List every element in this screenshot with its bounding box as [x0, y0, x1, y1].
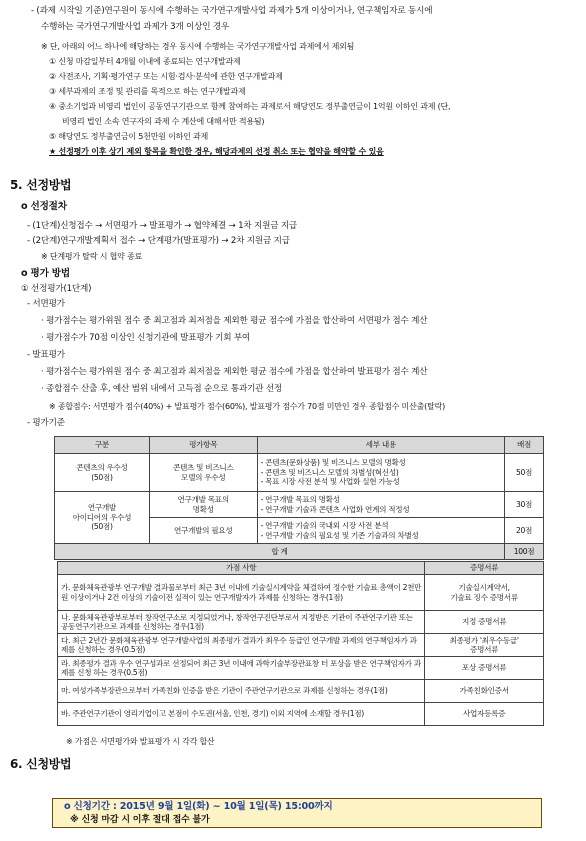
criteria-total-score: 100점	[505, 544, 544, 560]
criteria-table	[54, 436, 544, 560]
application-period-note: ※ 신청 마감 시 이후 절대 접수 불가	[70, 815, 210, 825]
criteria-header: 배점	[505, 437, 544, 454]
bonus-item: 바. 주관연구기관이 영리기업이고 본점이 수도권(서울, 인천, 경기) 이외 지역에 소재할 경우(1점)	[58, 703, 425, 726]
criteria-category: 콘텐츠의 우수성 (50점)	[55, 454, 150, 492]
presentation-eval-note: ※ 종합점수: 서면평가 점수(40%) + 발표평가 점수(60%), 발표평가 점수가 70점 미만인 경우 종합점수 미산출(탈락)	[49, 402, 446, 411]
section-6-title: 6. 신청방법	[10, 757, 72, 771]
procedure-step: - (2단계)연구개발계획서 접수 → 단계평가(발표평가) → 2차 지원금 지급	[27, 236, 290, 246]
presentation-eval-item: · 평가점수는 평가위원 점수 중 최고점과 최저점을 제외한 평균 점수에 가점을 합산하여 발표평가 점수 계산	[41, 367, 428, 377]
table-row	[58, 575, 544, 611]
table-row	[58, 680, 544, 703]
exclusion-item: ② 사전조사, 기획·평가연구 또는 시험·검사·분석에 관한 연구개발과제	[49, 72, 283, 81]
exclusion-item: ④ 중소기업과 비영리 법인이 공동연구기관으로 함께 참여하는 과제로서 해당연도 정부출연금이 1억원 이하인 과제 (단,	[49, 102, 451, 111]
criteria-header: 평가항목	[149, 437, 257, 454]
criteria-item: 콘텐츠 및 비즈니스 모델의 우수성	[149, 454, 257, 492]
eval-title: o 평가 방법	[21, 268, 70, 279]
bonus-item: 가. 문화체육관광부 연구개발 결과물로부터 최근 3년 이내에 기술실시계약을 체결하여 정수한 기술료 총액이 2천만원 이상이거나 2건 이상의 기술이전 실적이 있는 연구개발자가 과제를 신청하는 경우(1점)	[58, 575, 425, 611]
table-row	[55, 492, 544, 518]
criteria-item: 연구개발 목표의 명확성	[149, 492, 257, 518]
bonus-note: ※ 가점은 서면평가와 발표평가 시 각각 합산	[66, 737, 215, 746]
criteria-title: - 평가기준	[27, 418, 65, 428]
table-row	[58, 611, 544, 634]
application-period: o 신청기간 : 2015년 9월 1일(화) ~ 10월 1일(목) 15:00까지	[64, 801, 333, 812]
bonus-doc: 사업자등록증	[425, 703, 544, 726]
section-5-title: 5. 선정방법	[10, 178, 72, 192]
criteria-score: 20점	[505, 518, 544, 544]
table-total-row	[55, 544, 544, 560]
table-row	[55, 454, 544, 492]
criteria-details: - 콘텐츠(문화상품) 및 비즈니스 모델의 명확성 - 콘텐츠 및 비즈니스 모델의 차별성(혁신성) - 목표 시장 사전 분석 및 사업화 실현 가능성	[257, 454, 504, 492]
exclusion-item: ③ 세부과제의 조정 및 관리를 목적으로 하는 연구개발과제	[49, 87, 246, 96]
criteria-details: - 연구개발 기술의 국내외 시장 사전 분석 - 연구개발 기술의 필요성 및 기존 기술과의 차별성	[257, 518, 504, 544]
eval-stage: ① 선정평가(1단계)	[21, 284, 92, 294]
eligibility-line-2: 수행하는 국가연구개발사업 과제가 3개 이상인 경우	[41, 22, 230, 32]
written-eval-title: - 서면평가	[27, 299, 65, 309]
presentation-eval-item: · 종합점수 산출 후, 예산 범위 내에서 고득점 순으로 통과기관 선정	[41, 384, 283, 394]
bonus-doc: 가족친화인증서	[425, 680, 544, 703]
bonus-table	[57, 561, 544, 726]
eligibility-line-1: - (과제 시작일 기준)연구원이 동시에 수행하는 국가연구개발사업 과제가 5개 이상이거나, 연구책임자로 동시에	[31, 6, 433, 16]
criteria-total-label: 합 계	[55, 544, 505, 560]
eligibility-note: ※ 단, 아래의 어느 하나에 해당하는 경우 동시에 수행하는 국가연구개발사업 과제에서 제외됨	[41, 42, 355, 51]
bonus-doc: 지정 증명서류	[425, 611, 544, 634]
written-eval-item: · 평가점수는 평가위원 점수 중 최고점과 최저점을 제외한 평균 점수에 가점을 합산하여 서면평가 점수 계산	[41, 316, 428, 326]
procedure-note: ※ 단계평가 탈락 시 협약 종료	[41, 252, 143, 261]
table-row	[58, 634, 544, 657]
bonus-item: 라. 최종평가 결과 우수 연구성과로 선정되어 최근 3년 이내에 과학기술부장관표창 터 포상을 받은 연구책임자가 과제를 신청 하는 경우(0.5점)	[58, 657, 425, 680]
written-eval-item: · 평가점수가 70점 이상인 신청기관에 발표평가 기회 부여	[41, 333, 251, 343]
table-row	[58, 657, 544, 680]
bonus-item: 나. 문화체육관광부로부터 창작연구소로 지정되었거나, 창작연구진단부로서 지정받은 기관이 주관연구기관 또는 공동연구기관으로 과제를 신청하는 경우(1점)	[58, 611, 425, 634]
exclusion-warning: ★ 선정평가 이후 상기 제외 항목을 확인한 경우, 해당과제의 선정 취소 또는 협약을 해약할 수 있음	[49, 147, 384, 156]
criteria-score: 50점	[505, 454, 544, 492]
bonus-item: 다. 최근 2년간 문화체육관광부 연구개발사업의 최종평가 결과가 최우수 등급인 연구개발 과제의 연구책임자가 과제를 신청하는 경우(0.5점)	[58, 634, 425, 657]
exclusion-item: ⑤ 해당연도 정부출연금이 5천만원 이하인 과제	[49, 132, 209, 141]
procedure-step: - (1단계)신청접수 → 서면평가 → 발표평가 → 협약체결 → 1차 지원금 지급	[27, 221, 298, 231]
procedure-title: o 선정절차	[21, 201, 67, 212]
criteria-header: 세부 내용	[257, 437, 504, 454]
criteria-category: 연구개발 아이디어의 우수성 (50점)	[55, 492, 150, 544]
presentation-eval-title: - 발표평가	[27, 350, 65, 360]
exclusion-item: 비영리 법인 소속 연구자의 과제 수 계산에 대해서만 적용됨)	[62, 117, 265, 126]
criteria-score: 30점	[505, 492, 544, 518]
criteria-item: 연구개발의 필요성	[149, 518, 257, 544]
bonus-item: 마. 여성가족부장관으로부터 가족친화 인증을 받은 기관이 주관연구기관으로 과제를 신청하는 경우(1점)	[58, 680, 425, 703]
table-row	[58, 703, 544, 726]
bonus-header: 증명서류	[425, 562, 544, 575]
bonus-doc: 기술실시계약서, 기술료 징수 증명서류	[425, 575, 544, 611]
bonus-doc: 포상 증명서류	[425, 657, 544, 680]
bonus-header: 가점 사항	[58, 562, 425, 575]
exclusion-item: ① 신청 마감일부터 4개월 이내에 종료되는 연구개발과제	[49, 57, 241, 66]
criteria-header: 구분	[55, 437, 150, 454]
criteria-details: - 연구개발 목표의 명확성 - 연구개발 기술과 콘텐츠 사업화 연계의 적정성	[257, 492, 504, 518]
bonus-doc: 최종평가 '최우수등급' 증명서류	[425, 634, 544, 657]
